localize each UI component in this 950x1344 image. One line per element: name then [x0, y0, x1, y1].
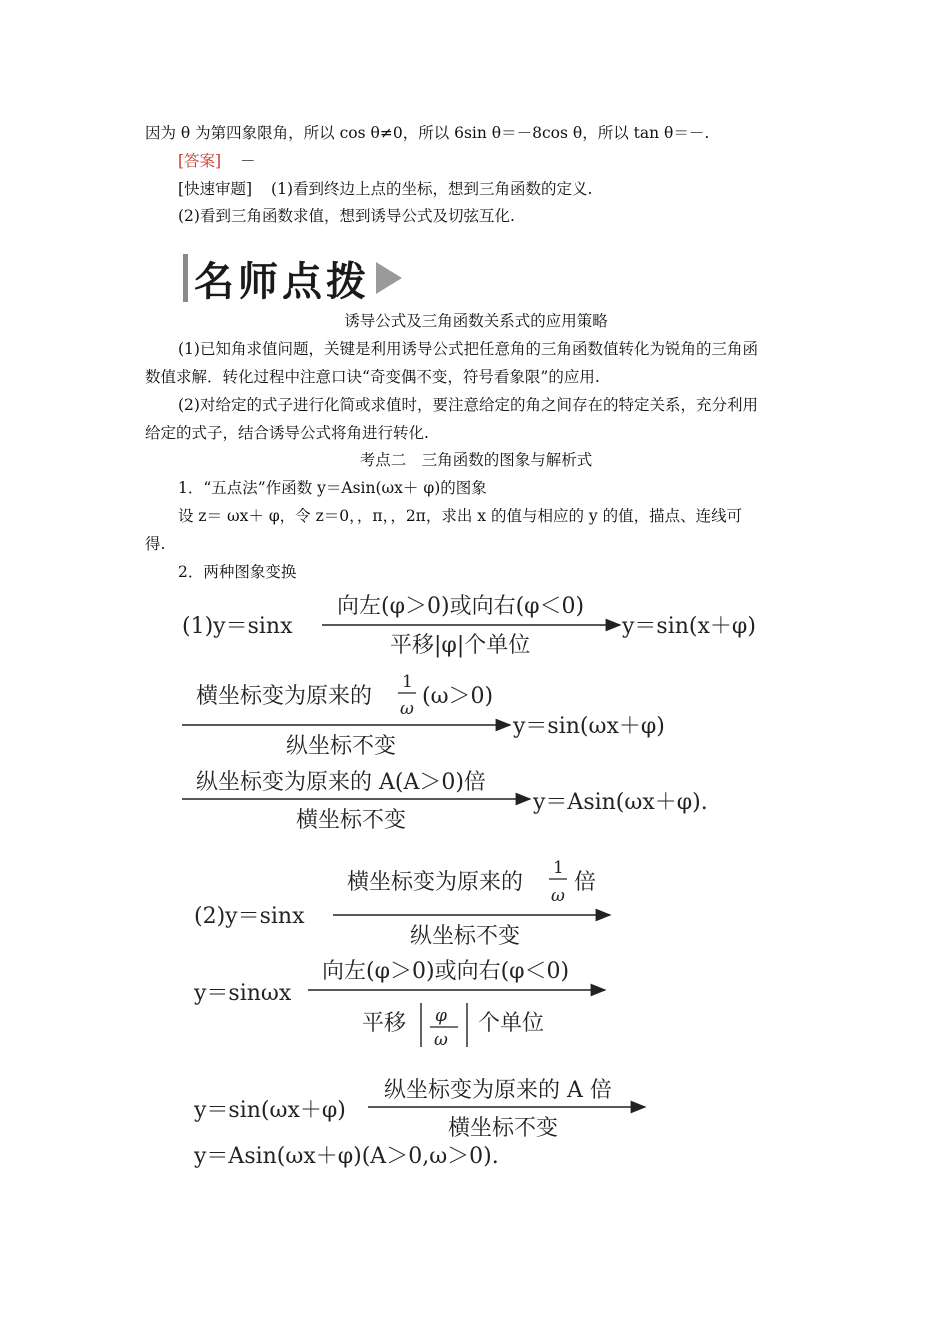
diagram2	[193, 858, 645, 1169]
answer-value: －	[240, 152, 256, 170]
quick-review-2: (2)看到三角函数求值，想到诱导公式及切弦互化.	[178, 207, 515, 225]
banner-bar	[183, 254, 188, 302]
d2-step1-suffix: 倍	[574, 870, 597, 895]
d1-result1: y＝sin(x＋φ)	[622, 614, 756, 639]
play-triangle-icon	[376, 262, 402, 294]
banner-title: 名师点拨	[194, 258, 370, 305]
diagram1	[182, 594, 756, 833]
section1-p2-line2: 给定的式子，结合诱导公式将角进行转化.	[145, 424, 429, 442]
teacher-tips-banner	[183, 252, 402, 304]
d2-step2-frac-num: φ	[435, 1006, 447, 1026]
transform-item: 2．两种图象变换	[178, 563, 297, 581]
d2-final: y＝Asin(ωx＋φ)(A＞0,ω＞0).	[194, 1144, 499, 1169]
transform-diagrams	[0, 585, 950, 1185]
d2-row3-start: y＝sin(ωx＋φ)	[194, 1098, 346, 1123]
d2-row2-start: y＝sinωx	[194, 981, 292, 1006]
section1-heading: 诱导公式及三角函数关系式的应用策略	[344, 312, 608, 330]
quick-review-label: [快速审题]	[178, 180, 253, 198]
section1-p2-line1: (2)对给定的式子进行化简或求值时，要注意给定的角之间存在的特定关系，充分利用	[178, 396, 758, 414]
d1-step2-frac-den: ω	[400, 699, 414, 719]
d1-step3-bottom: 横坐标不变	[296, 808, 407, 833]
d2-step3-top: 纵坐标变为原来的 A 倍	[384, 1078, 612, 1103]
five-point-item: 1．“五点法”作函数 y＝Asin(ωx＋ φ)的图象	[178, 479, 487, 497]
d1-result3: y＝Asin(ωx＋φ).	[533, 790, 708, 815]
d1-result2: y＝sin(ωx＋φ)	[513, 714, 665, 739]
d1-start: (1)y＝sinx	[182, 614, 293, 639]
d2-step1-bottom: 纵坐标不变	[410, 924, 521, 949]
five-point-text-line2: 得.	[145, 535, 166, 553]
d1-step2-cond: (ω＞0)	[422, 684, 494, 709]
section1-p1-line1: (1)已知角求值问题，关键是利用诱导公式把任意角的三角函数值转化为锐角的三角函	[178, 340, 758, 358]
five-point-text-line1: 设 z＝ ωx＋ φ，令 z＝0，，π，，2π，求出 x 的值与相应的 y 的值，描点、连线可	[178, 507, 743, 525]
d1-step1-bottom: 平移|φ|个单位	[390, 633, 531, 658]
d1-step3-top: 纵坐标变为原来的 A(A＞0)倍	[196, 770, 486, 795]
d2-step1-frac-num: 1	[553, 858, 564, 878]
d2-step1-frac-den: ω	[551, 886, 565, 906]
d2-step2-bottom-pre: 平移	[362, 1011, 407, 1036]
d2-step2-bottom-post: 个单位	[478, 1011, 545, 1036]
d2-step2-frac-den: ω	[434, 1030, 448, 1050]
d2-step3-bottom: 横坐标不变	[448, 1116, 559, 1141]
answer-row	[178, 151, 256, 171]
d1-step1-top: 向左(φ＞0)或向右(φ＜0)	[337, 594, 585, 619]
d2-step1-top: 横坐标变为原来的	[347, 870, 524, 895]
d1-step2-frac-num: 1	[402, 672, 413, 692]
d1-step2-bottom: 纵坐标不变	[286, 734, 397, 759]
quick-review-row	[178, 179, 592, 199]
d2-start: (2)y＝sinx	[194, 904, 305, 929]
d1-step2-top: 横坐标变为原来的	[196, 684, 373, 709]
answer-label: [答案]	[178, 152, 222, 170]
section2-heading: 考点二 三角函数的图象与解析式	[359, 451, 593, 469]
d2-step2-top: 向左(φ＞0)或向右(φ＜0)	[322, 959, 570, 984]
section1-p1-line2: 数值求解．转化过程中注意口诀“奇变偶不变，符号看象限”的应用.	[145, 368, 600, 386]
solution-line: 因为 θ 为第四象限角，所以 cos θ≠0，所以 6sin θ＝－8cos θ，所以 tan θ＝－.	[145, 124, 710, 142]
quick-review-1: (1)看到终边上点的坐标，想到三角函数的定义.	[271, 180, 593, 198]
